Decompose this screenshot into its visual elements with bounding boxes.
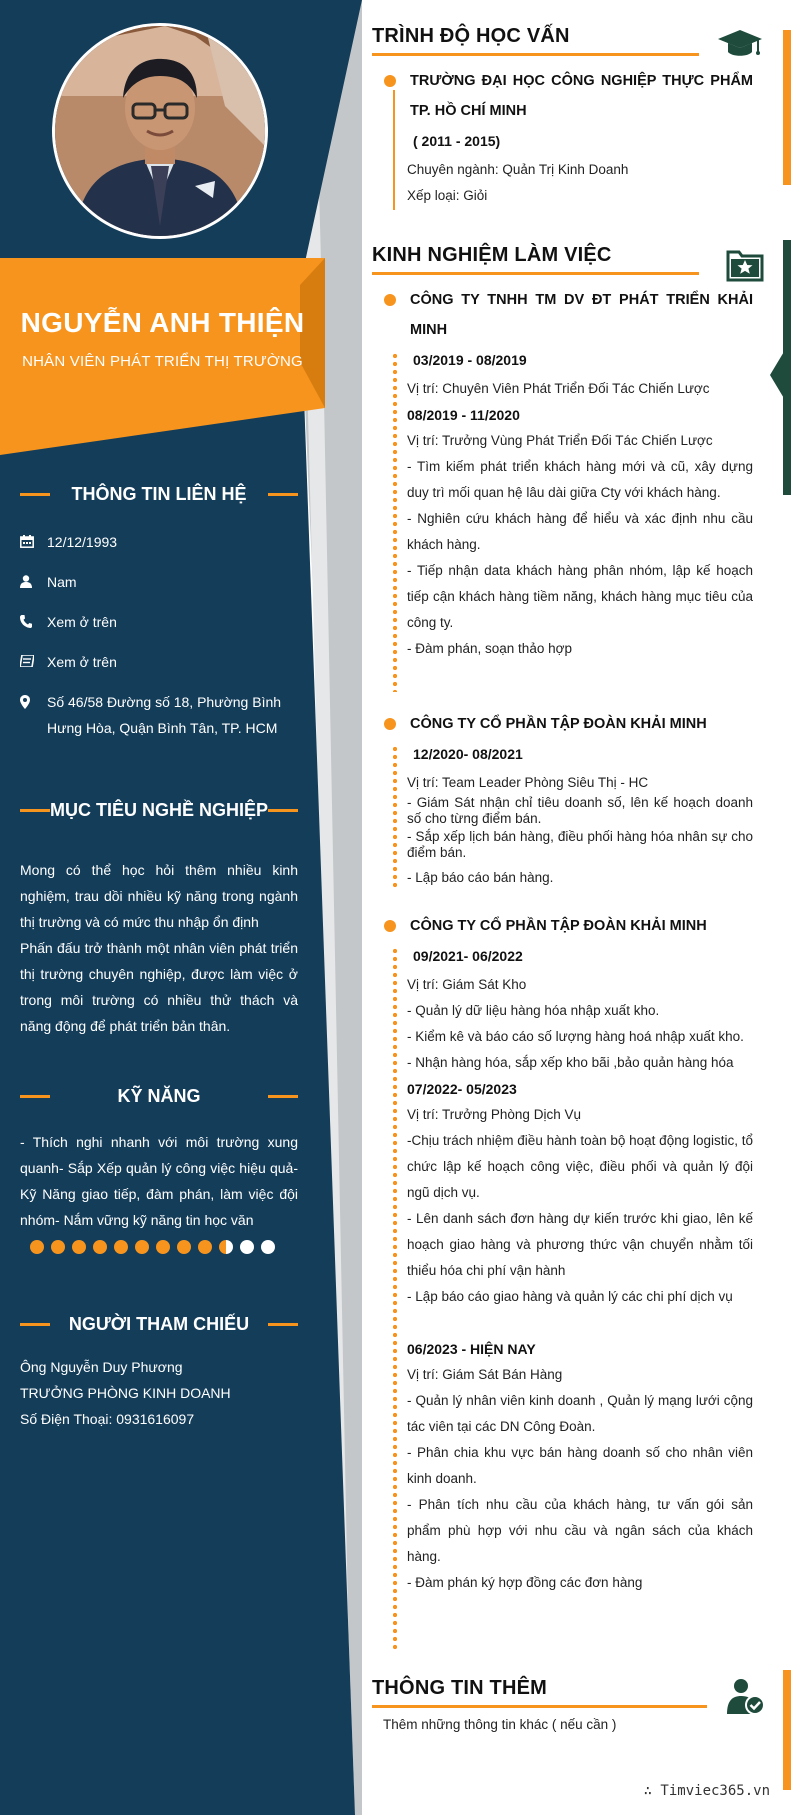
job3-bullet [384,920,396,932]
job1-role2: Vị trí: Trưởng Vùng Phát Triển Đối Tác Chiến Lược [407,433,713,448]
extra-text: Thêm những thông tin khác ( nếu cần ) [383,1717,617,1732]
job3-role2: Vị trí: Trưởng Phòng Dịch Vụ [407,1107,581,1122]
candidate-title: NHÂN VIÊN PHÁT TRIỂN THỊ TRƯỜNG [22,353,303,370]
job2-company: CÔNG TY CỔ PHẦN TẬP ĐOÀN KHẢI MINH [410,716,707,732]
birthday-text: 12/12/1993 [47,534,118,550]
job1-period2: 08/2019 - 11/2020 [407,407,520,423]
objective-heading [20,796,298,824]
watermark: ∴ Timviec365.vn [643,1783,770,1799]
job2-duty2: - Sắp xếp lịch bán hàng, điều phối hàng hóa nhân sự cho điểm bán. [407,829,753,860]
job3-role3: Vị trí: Giám Sát Bán Hàng [407,1367,563,1382]
skill-dot [72,1240,86,1254]
skill-rating [30,1240,275,1254]
reference-heading [20,1310,298,1338]
job3-duty-b1: -Chịu trách nhiệm điều hành toàn bộ hoạt động logistic, tổ chức lập kế hoạch công việc, điều phối và quản lý đội ngũ dịch vụ. [407,1133,753,1200]
calendar-icon [20,535,34,548]
candidate-name: NGUYỄN ANH THIỆN [20,307,305,338]
job3-duty-c4: - Đàm phán ký hợp đồng các đơn hàng [407,1575,643,1590]
objective-text-2: Phấn đấu trở thành một nhân viên phát triển thị trường chuyên nghiệp, được làm việc ở trong môi trường có nhiều thử thách và năng động để phát triển bản thân. [20,940,298,1034]
address-text: Số 46/58 Đường số 18, Phường Bình Hưng Hòa, Quận Bình Tân, TP. HCM [47,694,282,736]
education-years: ( 2011 - 2015) [413,133,501,149]
job3-duty-a3: - Nhận hàng hóa, sắp xếp kho bãi ,bảo quản hàng hóa [407,1055,734,1070]
phone-text: Xem ở trên [47,614,117,630]
contact-phone [20,609,300,635]
graduation-cap-icon [718,30,762,60]
skills-text: - Thích nghi nhanh với môi trường xung quanh- Sắp Xếp quản lý công việc hiệu quả- Kỹ Năng giao tiếp, đàm phán, làm việc đội nhóm- Nắm vững kỹ năng tin học văn [20,1134,298,1228]
job2-duty3: - Lập báo cáo bán hàng. [407,870,554,885]
skill-dot [135,1240,149,1254]
job2-period: 12/2020- 08/2021 [413,746,523,762]
extra-underline [372,1705,707,1708]
contact-birthday [20,529,300,555]
skills-heading [20,1082,298,1110]
job3-period1: 09/2021- 06/2022 [413,948,523,964]
location-icon [20,695,30,709]
education-heading: TRÌNH ĐỘ HỌC VẤN [372,25,570,47]
user-check-icon [727,1678,765,1714]
reference-name: Ông Nguyễn Duy Phương [20,1359,183,1375]
skill-dot [93,1240,107,1254]
briefcase-star-icon [726,248,764,282]
job3-timeline [393,947,397,1652]
education-grade: Xếp loại: Giỏi [407,188,488,203]
contact-email [20,649,300,675]
job1-period1: 03/2019 - 08/2019 [413,352,527,368]
email-icon [20,655,34,667]
job2-timeline [393,745,397,890]
skills-heading-text: KỸ NĂNG [117,1085,201,1106]
skill-dot [30,1240,44,1254]
job1-timeline [393,352,397,692]
job3-duty-b3: - Lập báo cáo giao hàng và quản lý các chi phí dịch vụ [407,1289,733,1304]
school-name: TRƯỜNG ĐẠI HỌC CÔNG NGHIỆP THỰC PHẨM TP. HỒ CHÍ MINH [410,73,753,119]
job3-role1: Vị trí: Giám Sát Kho [407,977,527,992]
job3-period3: 06/2023 - HIỆN NAY [407,1341,536,1357]
phone-icon [20,615,32,628]
contact-address [20,689,300,741]
contact-gender [20,569,300,595]
job1-bullet [384,294,396,306]
job2-bullet [384,718,396,730]
job1-duty4: - Đàm phán, soạn thảo hợp [407,641,572,656]
job3-duty-c1: - Quản lý nhân viên kinh doanh , Quản lý mạng lưới cộng tác viên tại các DN Công Đoàn. [407,1393,753,1434]
job1-role1: Vị trí: Chuyên Viên Phát Triển Đối Tác Chiến Lược [407,381,710,396]
avatar [52,23,268,239]
job1-duty1: - Tìm kiếm phát triển khách hàng mới và cũ, xây dựng duy trì mối quan hệ lâu dài giữa Cty với khách hàng. [407,459,753,500]
email-text: Xem ở trên [47,654,117,670]
contact-heading-text: THÔNG TIN LIÊN HỆ [71,483,247,504]
job2-role: Vị trí: Team Leader Phòng Siêu Thị - HC [407,775,649,790]
job3-duty-a2: - Kiểm kê và báo cáo số lượng hàng hoá nhập xuất kho. [407,1029,744,1044]
job3-duty-b2: - Lên danh sách đơn hàng dự kiến trước khi giao, lên kế hoạch giao hàng và phương thức vận chuyển nhằm tối thiểu hóa chi phí vận hành [407,1211,753,1278]
job1-duty2: - Nghiên cứu khách hàng để hiểu và xác định nhu cầu khách hàng. [407,511,753,552]
skill-dot [156,1240,170,1254]
job3-company: CÔNG TY CỔ PHẦN TẬP ĐOÀN KHẢI MINH [410,918,707,934]
skill-dot [114,1240,128,1254]
skill-dot [261,1240,275,1254]
skill-dot [51,1240,65,1254]
user-icon [20,575,32,588]
job3-duty-c2: - Phân chia khu vực bán hàng doanh số cho nhân viên kinh doanh. [407,1445,753,1486]
reference-heading-text: NGƯỜI THAM CHIẾU [68,1313,250,1334]
skill-dot [198,1240,212,1254]
portrait-illustration [55,26,265,236]
contact-heading [20,480,298,508]
reference-position: TRƯỞNG PHÒNG KINH DOANH [20,1385,231,1401]
objective-heading-text: MỤC TIÊU NGHỀ NGHIỆP [49,799,268,820]
reference-phone: Số Điện Thoại: 0931616097 [20,1411,195,1427]
skill-dot [177,1240,191,1254]
education-timeline [393,90,395,210]
job3-duty-a1: - Quản lý dữ liệu hàng hóa nhập xuất kho. [407,1003,660,1018]
job2-duty1: - Giám Sát nhận chỉ tiêu doanh số, lên kế hoạch doanh số cho từng điểm bán. [407,795,753,826]
experience-heading: KINH NGHIỆM LÀM VIỆC [372,244,612,266]
skill-dot [240,1240,254,1254]
education-underline [372,53,699,56]
skill-dot [219,1240,233,1254]
education-major: Chuyên ngành: Quản Trị Kinh Doanh [407,162,629,177]
experience-underline [372,272,699,275]
gender-text: Nam [47,574,77,590]
job3-period2: 07/2022- 05/2023 [407,1081,517,1097]
education-bullet [384,75,396,87]
job1-duty3: - Tiếp nhận data khách hàng phân nhóm, lập kế hoạch tiếp cận khách hàng tiềm năng, khách hàng mục tiêu của công ty. [407,563,753,630]
job3-duty-c3: - Phân tích nhu cầu của khách hàng, tư vấn gói sản phẩm phù hợp với nhu cầu và ngân sách của khách hàng. [407,1497,753,1564]
extra-heading: THÔNG TIN THÊM [372,1677,548,1699]
job1-company: CÔNG TY TNHH TM DV ĐT PHÁT TRIỂN KHẢI MINH [410,292,753,338]
objective-text-1: Mong có thể học hỏi thêm nhiều kinh nghiệm, trau dồi nhiều kỹ năng trong ngành thị trường và có mức thu nhập ổn định [20,862,298,930]
